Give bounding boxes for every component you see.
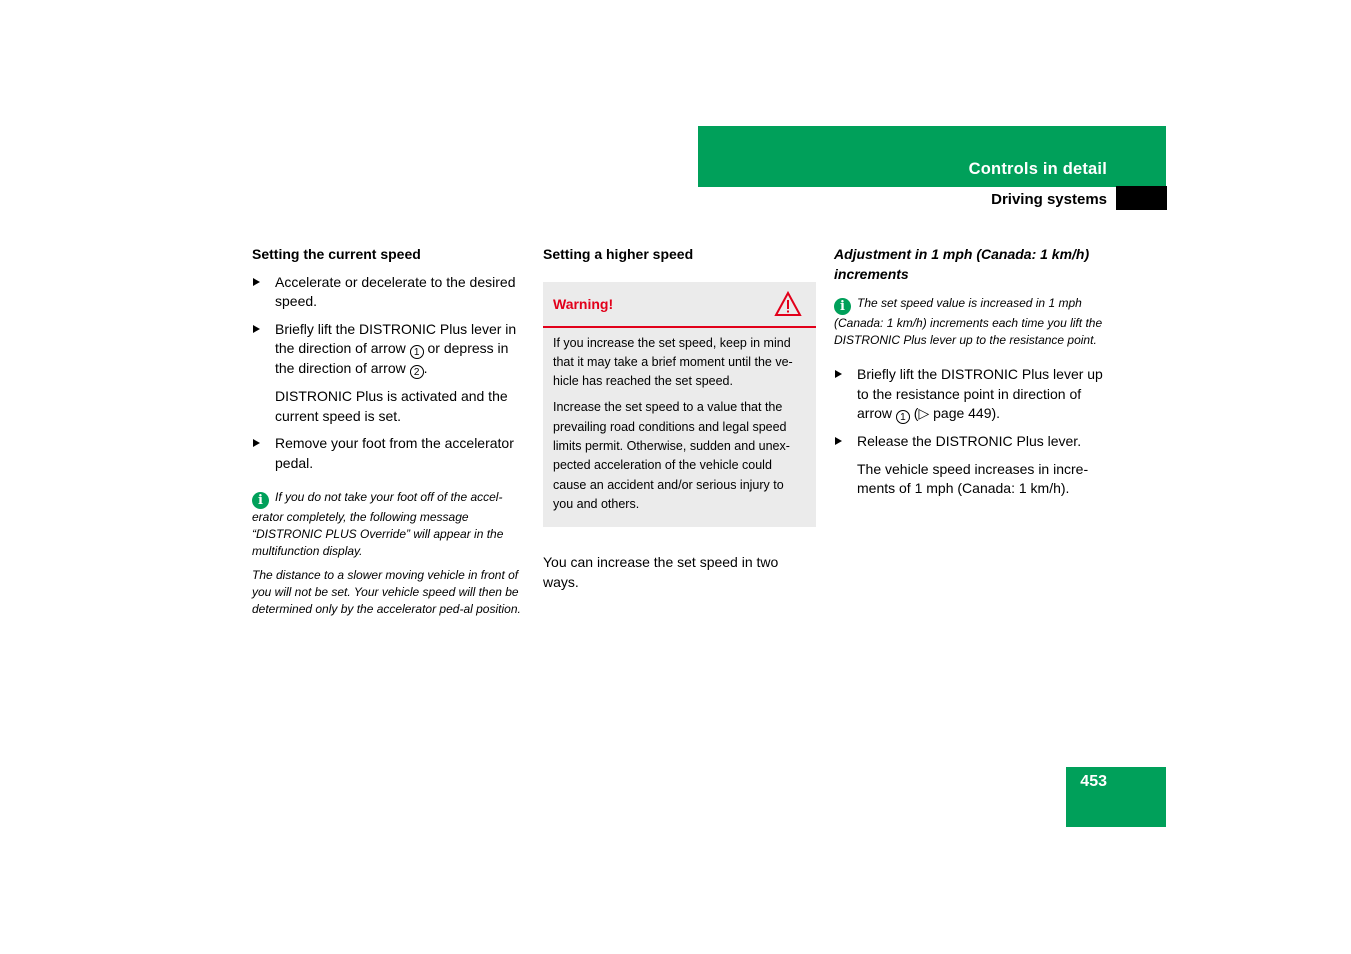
bullet-triangle-icon — [835, 437, 842, 445]
step-text: Remove your foot from the accelerator pedal. — [275, 435, 514, 471]
heading-higher-speed: Setting a higher speed — [543, 246, 694, 262]
info-note — [252, 489, 527, 560]
step-text: or depress in the direction of arrow — [275, 340, 509, 376]
note-text: If you do not take your foot off of the accel-erator completely, the following message “DISTRONIC PLUS Override” will appear in the multifunction display. — [252, 490, 504, 558]
step-text: Briefly lift the DISTRONIC Plus lever up to the resistance point in direction of arrow — [857, 366, 1103, 421]
bullet-triangle-icon — [835, 370, 842, 378]
arrow-number-1: 1 — [896, 410, 910, 424]
step-item — [834, 432, 1109, 452]
step-item — [834, 365, 1109, 424]
header-tab-marker — [1116, 186, 1167, 210]
step-text: (▷ page 449). — [913, 405, 1001, 421]
note-text: The set speed value is increased in 1 mph (Canada: 1 km/h) increments each time you lift the DISTRONIC Plus lever up to the resistance point. — [834, 296, 1103, 347]
heading-adjustment: Adjustment in 1 mph (Canada: 1 km/h) increments — [834, 246, 1090, 282]
body-text: You can increase the set speed in two ways. — [543, 554, 779, 590]
column-1 — [252, 245, 527, 625]
warning-label: Warning! — [553, 295, 614, 312]
warning-box — [543, 282, 816, 528]
result-text: DISTRONIC Plus is activated and the current speed is set. — [275, 388, 508, 424]
note-text-2: The distance to a slower moving vehicle in front of you will not be set. Your vehicle speed will then be determined only by the accelerator ped-al position. — [252, 568, 521, 616]
bullet-triangle-icon — [253, 278, 260, 286]
column-2 — [543, 245, 816, 592]
warning-paragraph: Increase the set speed to a value that the prevailing road conditions and legal speed limits permit. Otherwise, sudden and unex-pected acceleration of the vehicle could cause an accident and/or serious injury to you and others. — [553, 400, 790, 511]
warning-paragraph: If you increase the set speed, keep in mind that it may take a brief moment until the ve-hicle has reached the set speed. — [553, 335, 793, 389]
page-number: 453 — [1080, 773, 1107, 790]
arrow-number-2: 2 — [410, 365, 424, 379]
info-icon: i — [834, 298, 851, 315]
result-text: The vehicle speed increases in incre-ments of 1 mph (Canada: 1 km/h). — [857, 460, 1089, 496]
step-text: . — [423, 360, 428, 376]
warning-header — [543, 282, 816, 328]
step-text: Accelerate or decelerate to the desired speed. — [275, 273, 516, 309]
step-text: Release the DISTRONIC Plus lever. — [857, 433, 1082, 449]
warning-body — [543, 328, 816, 515]
arrow-number-1: 1 — [410, 345, 424, 359]
warning-triangle-icon — [774, 291, 802, 317]
heading-current-speed: Setting the current speed — [252, 246, 421, 262]
section-title: Controls in detail — [968, 160, 1107, 178]
bullet-triangle-icon — [253, 325, 260, 333]
info-note — [834, 295, 1109, 349]
step-item — [252, 320, 527, 380]
bullet-triangle-icon — [253, 439, 260, 447]
column-3 — [834, 245, 1109, 507]
info-icon: i — [252, 492, 269, 509]
step-item — [252, 273, 527, 312]
step-item — [252, 434, 527, 473]
step-text: Briefly lift the DISTRONIC Plus lever in the direction of arrow — [275, 320, 517, 356]
section-subtitle: Driving systems — [991, 191, 1107, 208]
